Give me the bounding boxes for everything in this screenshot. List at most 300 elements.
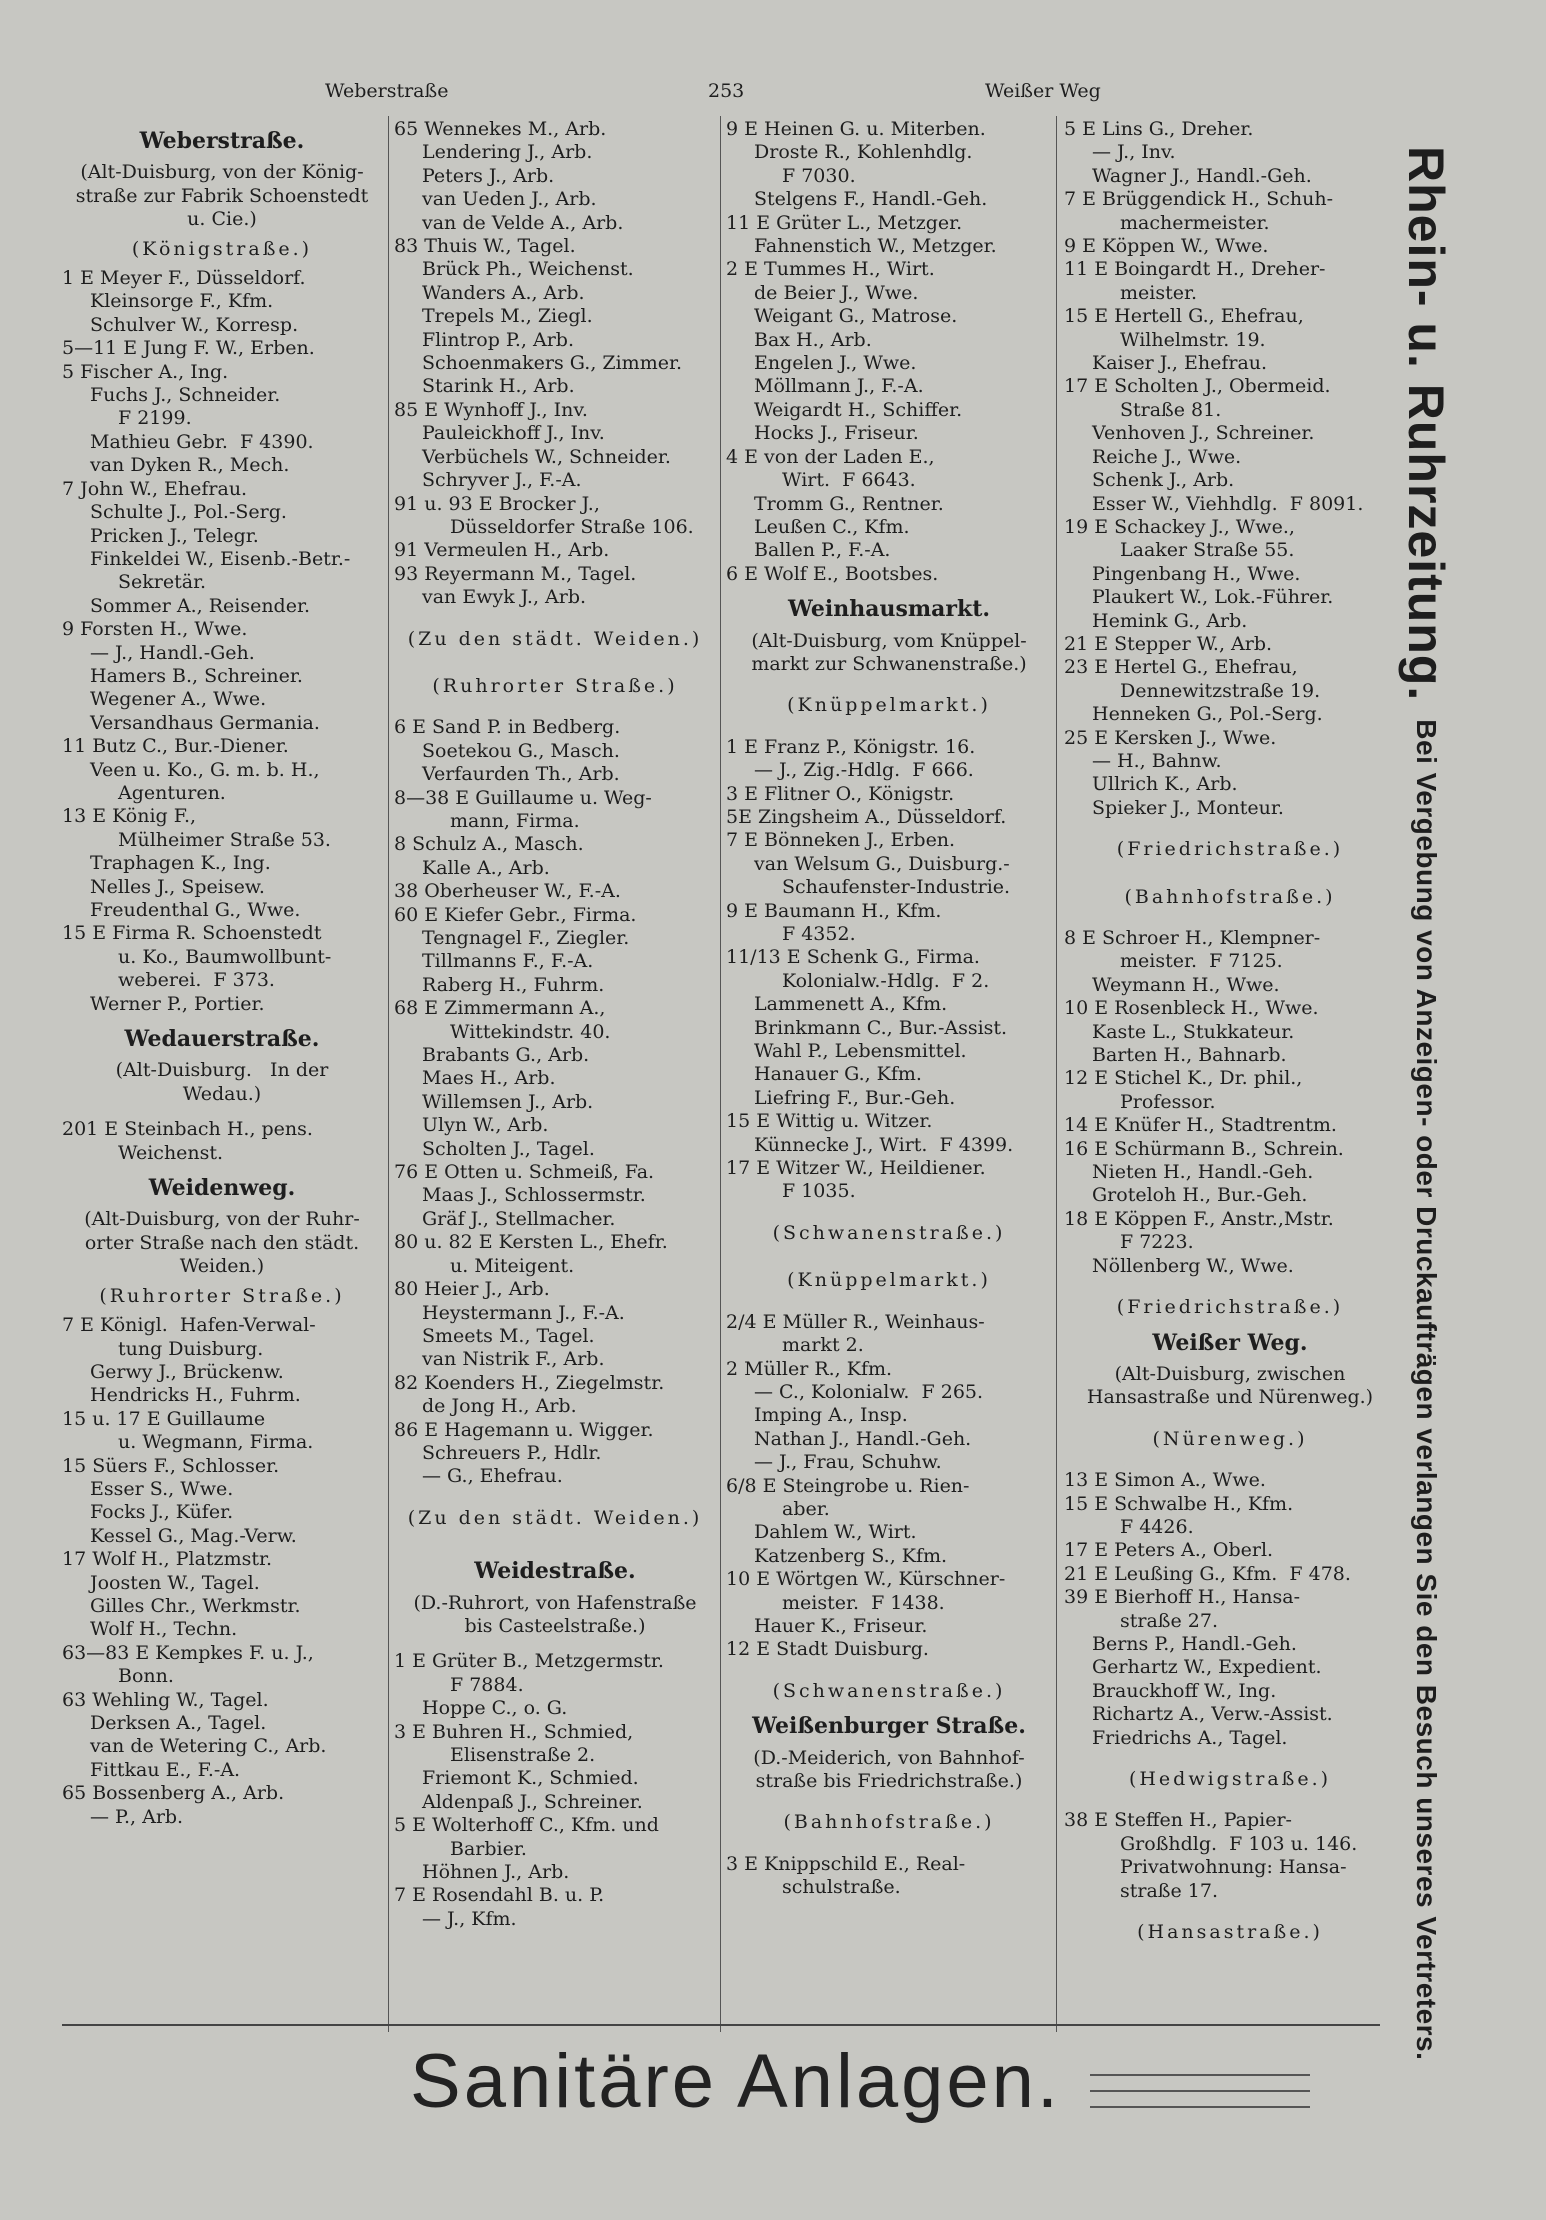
resident-entry: Bax H., Arb. [754,328,872,351]
resident-entry: Tillmanns F., F.-A. [422,950,594,973]
side-advert-title: Rhein- u. Ruhrzeitung. [1398,146,1454,702]
address-entry: 201 E Steinbach H., pens. [62,1118,313,1141]
resident-entry: Brauckhoff W., Ing. [1092,1679,1277,1702]
entry-continuation: u. Miteigent. [450,1254,575,1277]
resident-entry: Ullrich K., Arb. [1092,773,1238,796]
spacer [726,1793,1052,1805]
resident-entry: Willemsen J., Arb. [422,1090,594,1113]
resident-entry: Wegener A., Wwe. [90,688,267,711]
resident-entry: Weymann H., Wwe. [1092,973,1280,996]
resident-entry: Joosten W., Tagel. [90,1571,260,1594]
entry-continuation: straße 17. [1120,1879,1218,1902]
cross-street: (Nürenweg.) [1152,1427,1308,1450]
spacer [1064,868,1396,880]
entry-continuation: machermeister. [1120,211,1270,234]
cross-street: (Schwanenstraße.) [772,1679,1006,1702]
resident-entry: Schoenmakers G., Zimmer. [422,352,682,375]
resident-entry: Traphagen K., Ing. [90,852,271,875]
street-description: u. Cie.) [187,208,257,231]
resident-entry: van Ueden J., Arb. [422,188,597,211]
resident-entry: Starink H., Arb. [422,375,575,398]
spacer [394,657,716,669]
address-entry: 19 E Schackey J., Wwe., [1064,515,1295,538]
resident-entry: Esser S., Wwe. [90,1477,234,1500]
spacer [394,1638,716,1650]
entry-continuation: Weichenst. [118,1141,224,1164]
spacer [726,1299,1052,1311]
address-entry: 8 Schulz A., Masch. [394,833,584,856]
resident-entry: van Welsum G., Duisburg.- [754,852,1010,875]
resident-entry: Nathan J., Handl.-Geh. [754,1427,972,1450]
resident-entry: Wanders A., Arb. [422,281,585,304]
address-entry: 3 E Knippschild E., Real- [726,1852,966,1875]
spacer [1064,915,1396,927]
address-entry: 10 E Rosenbleck H., Wwe. [1064,997,1319,1020]
resident-entry: Weigardt H., Schiffer. [754,398,963,421]
entry-continuation: Straße 81. [1120,398,1222,421]
resident-entry: Liefring F., Bur.-Geh. [754,1086,956,1109]
resident-entry: Nöllenberg W., Wwe. [1092,1254,1294,1277]
street-description: straße zur Fabrik Schoenstedt [75,184,369,207]
street-description: (D.-Ruhrort, von Hafenstraße [413,1591,697,1614]
entry-continuation: meister. [1120,281,1198,304]
resident-entry: Soetekou G., Masch. [422,739,620,762]
address-entry: 15 E Hertell G., Ehefrau, [1064,305,1304,328]
street-description: straße bis Friedrichstraße.) [755,1770,1023,1792]
resident-entry: Maes H., Arb. [422,1067,556,1090]
resident-entry: Flintrop P., Arb. [422,328,574,351]
address-entry: 15 E Schwalbe H., Kfm. [1064,1492,1294,1515]
address-entry: 2/4 E Müller R., Weinhaus- [726,1310,985,1333]
resident-entry: Verbüchels W., Schneider. [422,445,671,468]
address-entry: 7 E Rosendahl B. u. P. [394,1884,605,1907]
cross-street: (Hedwigstraße.) [1128,1768,1332,1790]
resident-entry: Venhoven J., Schreiner. [1092,422,1315,445]
resident-entry: Smeets M., Tagel. [422,1324,595,1347]
resident-entry: Scholten J., Tagel. [422,1137,595,1160]
resident-entry: de Jong H., Arb. [422,1395,577,1418]
address-entry: 7 John W., Ehefrau. [62,477,248,500]
address-entry: 3 E Buhren H., Schmied, [394,1720,634,1743]
address-entry: 11 E Grüter L., Metzger. [726,211,963,234]
entry-continuation: aber. [782,1497,830,1520]
resident-entry: Schenk J., Arb. [1092,469,1235,492]
address-entry: 65 Bossenberg A., Arb. [62,1782,285,1805]
address-entry: 18 E Köppen F., Anstr.,Mstr. [1064,1207,1334,1230]
resident-entry: Wolf H., Techn. [90,1618,238,1641]
resident-entry: Weigant G., Matrose. [754,305,958,328]
address-entry: 11 E Boingardt H., Dreher- [1064,258,1326,281]
resident-entry: Dahlem W., Wirt. [754,1521,917,1544]
spacer [1064,820,1396,832]
resident-entry: Kleinsorge F., Kfm. [90,290,274,313]
entry-continuation: Dennewitzstraße 19. [1120,679,1321,702]
resident-entry: Hamers B., Schreiner. [90,664,303,687]
resident-entry: Finkeldei W., Eisenb.-Betr.- [90,547,351,570]
resident-entry: Veen u. Ko., G. m. b. H., [90,758,320,781]
entry-continuation: meister. F 1438. [782,1591,945,1614]
entry-continuation: Mülheimer Straße 53. [118,828,331,851]
address-entry: 2 E Tummes H., Wirt. [726,258,935,281]
resident-entry: — C., Kolonialw. F 265. [754,1380,984,1403]
entry-continuation: Privatwohnung: Hansa- [1120,1856,1347,1879]
cross-street: (Zu den städt. Weiden.) [407,627,703,650]
resident-entry: Brabants G., Arb. [422,1044,590,1067]
resident-entry: Kaste L., Stukkateur. [1092,1020,1295,1043]
entry-continuation: F 4426. [1120,1515,1194,1538]
address-entry: 91 u. 93 E Brocker J., [394,492,600,515]
resident-entry: van Ewyk J., Arb. [422,586,587,609]
decorative-line [1090,2106,1310,2108]
spacer [1064,1410,1396,1422]
address-entry: 68 E Zimmermann A., [394,997,606,1020]
spacer [394,610,716,622]
resident-entry: Hanauer G., Kfm. [754,1063,922,1086]
address-entry: 9 Forsten H., Wwe. [62,618,248,641]
street-description: Hansastraße und Nürenweg.) [1086,1386,1374,1409]
entry-continuation: Schaufenster-Industrie. [782,876,1011,899]
address-entry: 93 Reyermann M., Tagel. [394,562,637,585]
entry-continuation: Bonn. [118,1665,174,1688]
address-entry: 25 E Kersken J., Wwe. [1064,726,1277,749]
cross-street: (Knüppelmarkt.) [787,1269,991,1292]
address-entry: 86 E Hagemann u. Wigger. [394,1418,654,1441]
address-entry: 16 E Schürmann B., Schrein. [1064,1137,1344,1160]
address-entry: 11/13 E Schenk G., Firma. [726,946,980,969]
resident-entry: — J., Handl.-Geh. [90,641,255,664]
side-advert [1394,146,1458,2061]
resident-entry: — P., Arb. [90,1805,184,1828]
entry-continuation: u. Wegmann, Firma. [118,1431,314,1454]
street-description: (Alt-Duisburg. In der [115,1059,329,1082]
resident-entry: Pingenbang H., Wwe. [1092,562,1301,585]
street-description: Weiden.) [179,1255,265,1278]
decorative-line [1090,2074,1310,2076]
address-entry: 8 E Schroer H., Klempner- [1064,927,1321,949]
side-advert-text: Bei Vergebung von Anzeigen- oder Druckaufträgen verlangen Sie den Besuch unseres Vertreters. [1411,719,1442,2061]
address-entry: 91 Vermeulen H., Arb. [394,539,610,562]
entry-continuation: Elisenstraße 2. [450,1744,596,1766]
entry-continuation: Kolonialw.-Hdlg. F 2. [782,969,990,992]
address-entry: 10 E Wörtgen W., Kürschner- [726,1568,1006,1591]
entry-continuation: u. Ko., Baumwollbunt- [118,945,332,968]
header-left-street: Weberstraße [325,80,449,102]
street-description: (Alt-Duisburg, vom Knüppel- [751,629,1027,652]
entry-continuation: Wittekindstr. 40. [450,1020,611,1043]
spacer [1064,1278,1396,1290]
entry-continuation: meister. F 7125. [1120,950,1283,973]
resident-entry: — G., Ehefrau. [422,1465,563,1488]
resident-entry: Gerwy J., Brückenw. [90,1360,284,1383]
resident-entry: Hendricks H., Fuhrm. [90,1384,301,1407]
resident-entry: — J., Kfm. [422,1907,517,1930]
address-entry: 60 E Kiefer Gebr., Firma. [394,903,637,926]
cross-street: (Königstraße.) [131,237,313,260]
entry-continuation: Großhdlg. F 103 u. 146. [1120,1832,1358,1855]
resident-entry: de Beier J., Wwe. [754,281,919,304]
resident-entry: Werner P., Portier. [90,992,265,1015]
address-entry: 13 E König F., [62,805,197,828]
cross-street: (Ruhrorter Straße.) [432,674,678,697]
resident-entry: — J., Zig.-Hdlg. F 666. [754,759,974,782]
resident-entry: Gerhartz W., Expedient. [1092,1656,1322,1679]
decorative-line [1090,2090,1310,2092]
address-entry: 15 E Firma R. Schoenstedt [62,922,322,945]
entry-continuation: Agenturen. [118,781,226,804]
resident-entry: Esser W., Viehhdlg. F 8091. [1092,492,1364,515]
resident-entry: Brück Ph., Weichenst. [422,258,634,281]
address-entry: 63 Wehling W., Tagel. [62,1688,269,1711]
column-3 [726,118,1052,1900]
address-entry: 17 E Witzer W., Heildiener. [726,1157,986,1180]
resident-entry: Friedrichs A., Tagel. [1092,1726,1288,1749]
street-heading: Weidestraße. [474,1558,636,1585]
entry-continuation: F 7223. [1120,1231,1194,1254]
resident-entry: Barten H., Bahnarb. [1092,1044,1287,1067]
resident-entry: Peters J., Arb. [422,164,555,187]
spacer [62,1106,382,1118]
entry-continuation: Sekretär. [118,571,207,594]
resident-entry: Mathieu Gebr. F 4390. [90,430,314,453]
resident-entry: — H., Bahnw. [1092,749,1222,772]
entry-continuation: F 1035. [782,1180,856,1203]
resident-entry: Lendering J., Arb. [422,141,593,164]
resident-entry: Katzenberg S., Kfm. [754,1544,948,1567]
entry-continuation: schulstraße. [782,1876,901,1899]
spacer [726,1204,1052,1216]
resident-entry: Fuchs J., Schneider. [90,384,281,407]
address-entry: 14 E Knüfer H., Stadtrentm. [1064,1114,1337,1137]
entry-continuation: F 7884. [450,1673,524,1696]
resident-entry: Hoppe C., o. G. [422,1697,568,1720]
spacer [726,1662,1052,1674]
resident-entry: Schulver W., Korresp. [90,313,299,336]
address-entry: 15 Süers F., Schlosser. [62,1454,280,1477]
address-entry: 17 E Peters A., Oberl. [1064,1539,1274,1562]
resident-entry: Plaukert W., Lok.-Führer. [1092,586,1334,609]
resident-entry: Kalle A., Arb. [422,856,550,879]
resident-entry: Ulyn W., Arb. [422,1114,549,1137]
resident-entry: Brinkmann C., Bur.-Assist. [754,1016,1008,1039]
entry-continuation: F 2199. [118,407,192,430]
resident-entry: Focks J., Küfer. [90,1501,234,1524]
address-entry: 82 Koenders H., Ziegelmstr. [394,1371,665,1394]
address-entry: 5 E Lins G., Dreher. [1064,118,1254,140]
resident-entry: Kaiser J., Ehefrau. [1092,352,1268,375]
entry-continuation: Wirt. F 6643. [782,469,916,492]
resident-entry: Verfaurden Th., Arb. [422,763,620,786]
address-entry: 12 E Stadt Duisburg. [726,1638,929,1661]
cross-street: (Ruhrorter Straße.) [99,1284,345,1307]
address-entry: 6 E Wolf E., Bootsbes. [726,562,939,585]
address-entry: 5 E Wolterhoff C., Kfm. und [394,1814,659,1837]
entry-continuation: markt 2. [782,1334,864,1357]
spacer [726,1251,1052,1263]
resident-entry: Ballen P., F.-A. [754,539,891,562]
address-entry: 7 E Brüggendick H., Schuh- [1064,188,1334,211]
street-description: Wedau.) [182,1082,262,1105]
resident-entry: Sommer A., Reisender. [90,594,310,617]
spacer [1064,1750,1396,1762]
resident-entry: Schryver J., F.-A. [422,469,582,492]
address-entry: 6/8 E Steingrobe u. Rien- [726,1474,970,1497]
resident-entry: Höhnen J., Arb. [422,1861,570,1884]
resident-entry: Hauer K., Friseur. [754,1614,928,1637]
resident-entry: van Nistrik F., Arb. [422,1348,605,1371]
resident-entry: Tromm G., Rentner. [754,492,944,515]
advert-sanitary: Sanitäre Anlagen. [410,2039,1062,2124]
column-2 [394,118,716,1931]
resident-entry: Nelles J., Speisew. [90,875,265,898]
header-right-street: Weißer Weg [985,80,1101,102]
address-entry: 3 E Flitner O., Königstr. [726,782,955,805]
entry-continuation: mann, Firma. [450,809,580,832]
resident-entry: Friemont K., Schmied. [422,1767,639,1790]
entry-continuation: Düsseldorfer Straße 106. [450,515,694,538]
cross-street: (Hansastraße.) [1137,1921,1323,1944]
entry-continuation: Professor. [1120,1090,1216,1113]
resident-entry: Nieten H., Handl.-Geh. [1092,1161,1314,1184]
resident-entry: Schulte J., Pol.-Serg. [90,501,287,524]
spacer [394,1489,716,1501]
address-entry: 21 E Stepper W., Arb. [1064,632,1273,655]
address-entry: 85 E Wynhoff J., Inv. [394,398,588,421]
entry-continuation: straße 27. [1120,1609,1218,1632]
resident-entry: Kessel G., Mag.-Verw. [90,1524,297,1547]
address-entry: 7 E Königl. Hafen-Verwal- [62,1314,316,1337]
address-entry: 23 E Hertel G., Ehefrau, [1064,656,1298,679]
address-entry: 5E Zingsheim A., Düsseldorf. [726,805,1007,828]
street-description: (Alt-Duisburg, von der Ruhr- [84,1208,360,1231]
address-entry: 1 E Grüter B., Metzgermstr. [394,1650,664,1673]
address-entry: 80 Heier J., Arb. [394,1278,550,1301]
address-entry: 39 E Bierhoff H., Hansa- [1064,1586,1301,1609]
footer-rule [62,2024,1380,2026]
resident-entry: Stelgens F., Handl.-Geh. [754,188,988,211]
entry-continuation: Barbier. [450,1837,527,1860]
spacer [726,1841,1052,1853]
resident-entry: Tengnagel F., Ziegler. [422,927,630,949]
address-entry: 65 Wennekes M., Arb. [394,118,607,140]
resident-entry: Pricken J., Telegr. [90,524,259,547]
address-entry: 2 Müller R., Kfm. [726,1357,893,1380]
street-heading: Weißenburger Straße. [752,1713,1026,1740]
street-description: markt zur Schwanenstraße.) [751,652,1027,675]
cross-street: (Friedrichstraße.) [1116,838,1344,861]
resident-entry: Trepels M., Ziegl. [422,305,593,328]
address-entry: 9 E Köppen W., Wwe. [1064,235,1269,258]
address-entry: 6 E Sand P. in Bedberg. [394,716,621,739]
spacer [394,704,716,716]
resident-entry: Wagner J., Handl.-Geh. [1092,164,1312,187]
resident-entry: Aldenpaß J., Schreiner. [422,1790,643,1813]
resident-entry: Gräf J., Stellmacher. [422,1207,616,1230]
cross-street: (Bahnhofstraße.) [783,1811,995,1834]
cross-street: (Zu den städt. Weiden.) [407,1506,703,1529]
address-entry: 13 E Simon A., Wwe. [1064,1469,1266,1492]
resident-entry: Möllmann J., F.-A. [754,375,924,398]
address-entry: 4 E von der Laden E., [726,445,935,468]
street-heading: Weidenweg. [148,1175,296,1202]
address-entry: 1 E Franz P., Königstr. 16. [726,735,976,758]
resident-entry: Henneken G., Pol.-Serg. [1092,703,1323,726]
resident-entry: Hocks J., Friseur. [754,422,919,445]
address-entry: 15 E Wittig u. Witzer. [726,1110,933,1133]
address-entry: 21 E Leußing G., Kfm. F 478. [1064,1562,1351,1585]
cross-street: (Friedrichstraße.) [1116,1296,1344,1319]
resident-entry: Pauleickhoff J., Inv. [422,422,605,445]
street-description: (Alt-Duisburg, zwischen [1114,1362,1346,1385]
cross-street: (Schwanenstraße.) [772,1221,1006,1244]
resident-entry: Freudenthal G., Wwe. [90,899,301,921]
address-entry: 5—11 E Jung F. W., Erben. [62,337,315,360]
cross-street: (Bahnhofstraße.) [1124,885,1336,908]
street-heading: Weinhausmarkt. [787,596,991,623]
resident-entry: Künnecke J., Wirt. F 4399. [754,1133,1014,1156]
address-entry: 17 E Scholten J., Obermeid. [1064,375,1331,398]
resident-entry: Berns P., Handl.-Geh. [1092,1632,1297,1655]
address-entry: 15 u. 17 E Guillaume [62,1407,266,1430]
street-heading: Wedauerstraße. [124,1026,320,1053]
resident-entry: Gilles Chr., Werkmstr. [90,1594,301,1617]
resident-entry: Leußen C., Kfm. [754,515,910,538]
address-entry: 5 Fischer A., Ing. [62,360,229,383]
address-entry: 11 Butz C., Bur.-Diener. [62,735,289,758]
column-divider [720,116,721,2032]
spacer [1064,1903,1396,1915]
address-entry: 38 Oberheuser W., F.-A. [394,880,621,903]
address-entry: 1 E Meyer F., Düsseldorf. [62,267,306,290]
street-heading: Weberstraße. [139,128,305,154]
entry-continuation: Laaker Straße 55. [1120,539,1295,562]
street-description: (Alt-Duisburg, von der König- [80,161,364,184]
page-header [0,80,1546,110]
entry-continuation: weberei. F 373. [118,969,275,992]
cross-street: (Knüppelmarkt.) [787,694,991,717]
address-entry: 9 E Baumann H., Kfm. [726,899,942,922]
resident-entry: Droste R., Kohlenhdlg. [754,141,973,164]
spacer [726,676,1052,688]
resident-entry: Engelen J., Wwe. [754,352,917,375]
resident-entry: Fahnenstich W., Metzger. [754,235,997,258]
entry-continuation: tung Duisburg. [118,1337,264,1360]
address-entry: 9 E Heinen G. u. Miterben. [726,118,986,140]
resident-entry: Versandhaus Germania. [90,711,320,734]
resident-entry: Wahl P., Lebensmittel. [754,1040,967,1063]
resident-entry: Groteloh H., Bur.-Geh. [1092,1184,1308,1207]
resident-entry: Hemink G., Arb. [1092,609,1248,632]
resident-entry: Spieker J., Monteur. [1092,796,1284,819]
address-entry: 83 Thuis W., Tagel. [394,235,576,258]
spacer [1064,1457,1396,1469]
column-divider [1056,116,1057,2032]
resident-entry: Derksen A., Tagel. [90,1712,267,1734]
resident-entry: Raberg H., Fuhrm. [422,973,605,996]
resident-entry: Imping A., Insp. [754,1404,908,1427]
resident-entry: — J., Frau, Schuhw. [754,1451,942,1474]
resident-entry: van de Velde A., Arb. [422,211,624,234]
resident-entry: Reiche J., Wwe. [1092,445,1242,468]
address-entry: 76 E Otten u. Schmeiß, Fa. [394,1161,655,1184]
column-4 [1064,118,1396,1950]
column-1 [62,118,382,1829]
address-entry: 63—83 E Kempkes F. u. J., [62,1641,314,1664]
spacer [394,1536,716,1548]
entry-continuation: F 7030. [782,164,856,187]
page-number: 253 [708,80,745,102]
address-entry: 8—38 E Guillaume u. Weg- [394,786,652,809]
resident-entry: Maas J., Schlossermstr. [422,1184,646,1207]
